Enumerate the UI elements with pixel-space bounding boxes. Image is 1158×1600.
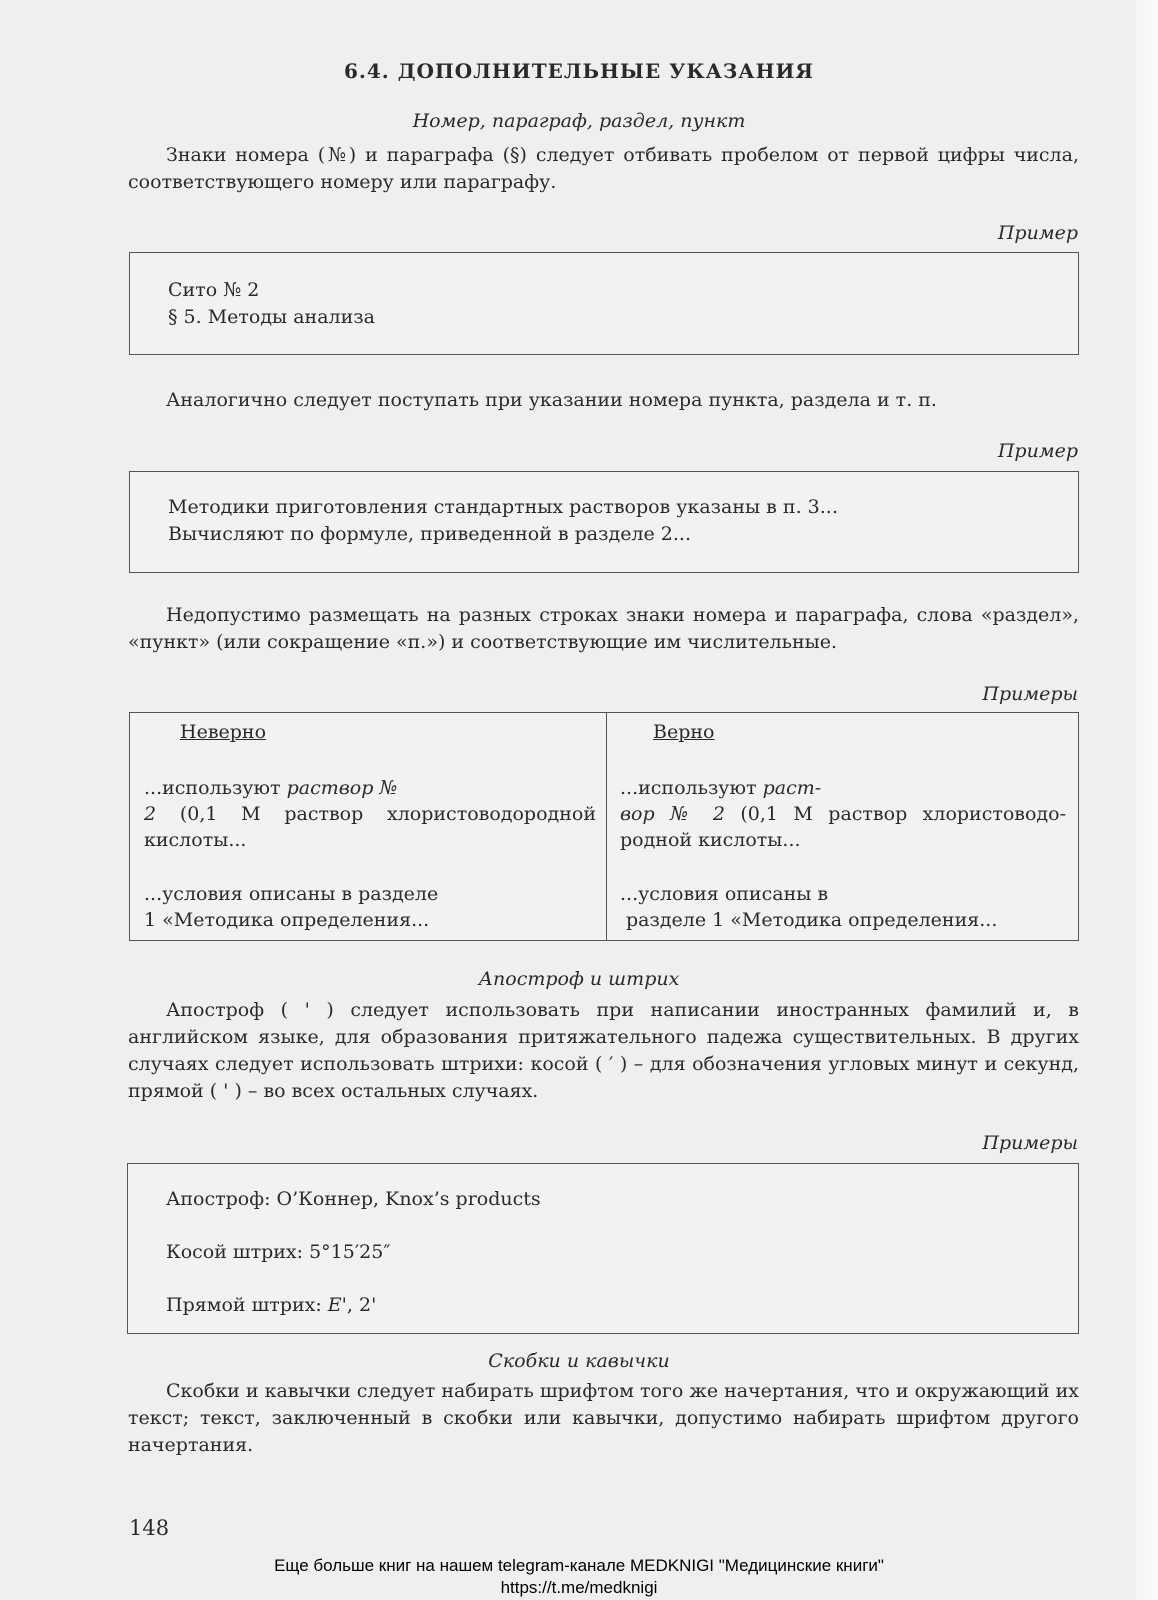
example-1-line-2: § 5. Методы анализа: [168, 306, 375, 328]
example-label-1: Пример: [997, 222, 1078, 244]
section-title: 6.4. ДОПОЛНИТЕЛЬНЫЕ УКАЗАНИЯ: [343, 59, 815, 83]
example-1-line-1: Сито № 2: [168, 279, 260, 301]
example-label-2: Пример: [997, 440, 1078, 462]
example-box-4: [127, 1163, 1079, 1334]
example-label-3: Примеры: [982, 683, 1078, 705]
paragraph-analog: Аналогично следует поступать при указании номера пункта, раздела и т. п.: [166, 389, 937, 411]
right-example-2: ...условия описаны в разделе 1 «Методика определения...: [620, 883, 998, 931]
wrong-example-1: ...используют раствор № 2 (0,1 М раствор хлористоводородной кислоты...: [144, 777, 596, 851]
comparison-divider: [606, 713, 607, 940]
footer-link[interactable]: https://t.me/medknigi: [500, 1578, 658, 1597]
example-4-line-3: Прямой штрих: E', 2': [166, 1294, 377, 1316]
example-2-line-1: Методики приготовления стандартных растворов указаны в п. 3...: [168, 496, 838, 518]
paragraph-number-rule: Знаки номера (№) и параграфа (§) следует отбивать пробелом от первой цифры числа, соответствующего номеру или параграфу.: [128, 144, 1079, 193]
paragraph-forbidden: Недопустимо размещать на разных строках знаки номера и параграфа, слова «раздел», «пункт» (или сокращение «п.») и соответствующие им числительные.: [128, 604, 1079, 653]
wrong-column-header: Неверно: [180, 721, 267, 743]
example-box-1: [129, 252, 1079, 355]
subheading-brackets: Скобки и кавычки: [488, 1350, 670, 1372]
example-box-2: [129, 471, 1079, 573]
footer-promo-line: Еще больше книг на нашем telegram-канале MEDKNIGI "Медицинские книги": [274, 1556, 884, 1575]
example-4-line-1: Апостроф: О’Коннер, Knox’s products: [166, 1188, 541, 1210]
subheading-apostrophe: Апостроф и штрих: [478, 968, 680, 990]
example-4-line-2: Косой штрих: 5°15′25″: [166, 1241, 391, 1263]
paragraph-brackets: Скобки и кавычки следует набирать шрифтом того же начертания, что и окружающий их текст; текст, заключенный в скобки или кавычки, допустимо набирать шрифтом другого начертания.: [128, 1380, 1079, 1456]
page-number: 148: [129, 1516, 170, 1540]
example-label-4: Примеры: [982, 1132, 1078, 1154]
right-example-1: ...используют раст- вор № 2 (0,1 М раствор хлористоводо- родной кислоты...: [620, 777, 1066, 851]
right-column-header: Верно: [653, 721, 715, 743]
wrong-example-2: ...условия описаны в разделе 1 «Методика определения...: [144, 883, 439, 931]
paragraph-apostrophe: Апостроф ( ' ) следует использовать при написании иностранных фамилий и, в английском языке, для образования притяжательного падежа существительных. В других случаях следует использовать штрихи: косой ( ′ ) – для обозначения угловых минут и секунд, прямой ( ' ) – во всех остальных случаях.: [128, 999, 1079, 1102]
example-2-line-2: Вычисляют по формуле, приведенной в разделе 2...: [168, 523, 692, 545]
subheading-number: Номер, параграф, раздел, пункт: [412, 110, 746, 132]
comparison-table: [129, 712, 1079, 941]
